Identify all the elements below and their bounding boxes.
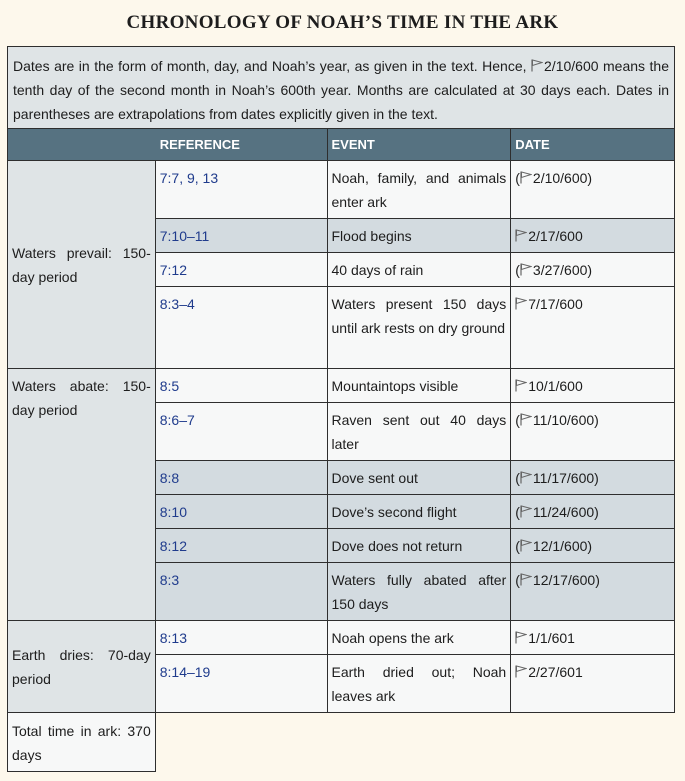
date-value: 2/27/601 — [528, 664, 583, 680]
event-cell: Dove sent out — [327, 461, 511, 495]
reference-link[interactable]: 8:6–7 — [159, 412, 195, 428]
event-cell: Dove’s second flight — [327, 495, 511, 529]
date-value: 11/17/600 — [532, 470, 595, 486]
reference-cell — [155, 403, 327, 461]
reference-link[interactable]: 8:8 — [159, 470, 180, 486]
event-cell: Flood begins — [327, 219, 511, 253]
flag-icon — [520, 171, 532, 184]
date-close-paren: ) — [594, 470, 599, 486]
header-blank — [8, 129, 156, 161]
event-cell: Dove does not return — [327, 529, 511, 563]
date-cell — [511, 495, 675, 529]
date-open-paren: ( — [515, 538, 520, 554]
reference-cell — [155, 621, 327, 655]
flag-icon — [531, 59, 543, 72]
event-cell: Mountaintops visible — [327, 369, 511, 403]
event-cell: Raven sent out 40 days later — [327, 403, 511, 461]
reference-cell — [155, 461, 327, 495]
event-cell: Earth dried out; Noah leaves ark — [327, 655, 511, 713]
intro-text-end: means the tenth day of the second month in Noah’s 600th year. Months are calculated at 30 days each. Dates in parentheses are extrapolations from dates explicitly given in the text. — [13, 58, 669, 122]
reference-link[interactable]: 7:10–11 — [159, 228, 210, 244]
reference-cell — [155, 495, 327, 529]
date-cell — [511, 461, 675, 495]
date-close-paren: ) — [594, 412, 599, 428]
date-close-paren: ) — [587, 170, 593, 186]
reference-link[interactable]: 7:7, 9, 13 — [159, 170, 219, 186]
date-cell — [511, 253, 675, 287]
date-cell — [511, 287, 675, 369]
reference-cell — [155, 219, 327, 253]
date-open-paren: ( — [515, 572, 520, 588]
reference-link[interactable]: 7:12 — [159, 262, 187, 278]
header-reference: REFERENCE — [155, 129, 327, 161]
date-value: 11/10/600 — [532, 412, 595, 428]
date-value: 7/17/600 — [528, 296, 583, 312]
flag-icon — [520, 471, 532, 484]
table-row — [8, 369, 675, 403]
reference-cell — [155, 369, 327, 403]
reference-link[interactable]: 8:12 — [159, 538, 187, 554]
flag-icon — [515, 379, 527, 392]
date-value: 2/10/600 — [532, 170, 588, 186]
date-value: 2/17/600 — [528, 228, 583, 244]
date-value: 12/17/600 — [532, 572, 596, 588]
date-cell — [511, 403, 675, 461]
period-label: Earth dries: 70-day period — [8, 621, 156, 713]
flag-icon — [520, 263, 532, 276]
header-date: DATE — [511, 129, 675, 161]
date-open-paren: ( — [515, 412, 520, 428]
period-label: Waters abate: 150-day period — [8, 369, 156, 621]
reference-link[interactable]: 8:3 — [159, 572, 180, 588]
flag-icon — [515, 665, 527, 678]
event-cell: 40 days of rain — [327, 253, 511, 287]
date-cell — [511, 655, 675, 713]
flag-icon — [520, 413, 532, 426]
date-cell — [511, 369, 675, 403]
intro-note — [8, 47, 675, 129]
flag-icon — [515, 229, 527, 242]
event-cell: Noah, family, and animals enter ark — [327, 161, 511, 219]
reference-link[interactable]: 8:14–19 — [159, 664, 211, 680]
date-close-paren: ) — [587, 538, 593, 554]
reference-cell — [155, 529, 327, 563]
date-close-paren: ) — [594, 504, 599, 520]
date-cell — [511, 219, 675, 253]
event-cell: Waters present 150 days until ark rests on dry ground — [327, 287, 511, 369]
reference-cell — [155, 253, 327, 287]
header-event: EVENT — [327, 129, 511, 161]
date-open-paren: ( — [515, 170, 520, 186]
date-open-paren: ( — [515, 470, 520, 486]
reference-cell — [155, 161, 327, 219]
reference-link[interactable]: 8:3–4 — [159, 296, 195, 312]
date-open-paren: ( — [515, 504, 520, 520]
reference-cell — [155, 655, 327, 713]
intro-example-date: 2/10/600 — [544, 58, 599, 74]
flag-icon — [520, 573, 532, 586]
reference-cell — [155, 287, 327, 369]
flag-icon — [515, 297, 527, 310]
date-cell — [511, 161, 675, 219]
date-value: 11/24/600 — [532, 504, 595, 520]
total-spacer — [155, 713, 674, 772]
table-header-row — [8, 129, 675, 161]
total-row — [8, 713, 675, 772]
flag-icon — [520, 505, 532, 518]
table-body — [8, 161, 675, 713]
page-title: CHRONOLOGY OF NOAH’S TIME IN THE ARK — [126, 12, 559, 33]
date-close-paren: ) — [587, 262, 593, 278]
reference-link[interactable]: 8:13 — [159, 630, 187, 646]
date-open-paren: ( — [515, 262, 520, 278]
reference-link[interactable]: 8:5 — [159, 378, 180, 394]
reference-link[interactable]: 8:10 — [159, 504, 187, 520]
date-value: 1/1/601 — [528, 630, 575, 646]
date-cell — [511, 529, 675, 563]
table-row — [8, 161, 675, 219]
period-label: Waters prevail: 150-day period — [8, 161, 156, 369]
chronology-table — [7, 46, 675, 772]
date-close-paren: ) — [595, 572, 600, 588]
total-time: Total time in ark: 370 days — [8, 713, 156, 772]
date-cell — [511, 563, 675, 621]
date-value: 10/1/600 — [528, 378, 583, 394]
intro-text-start: Dates are in the form of month, day, and Noah’s year, as given in the text. Hence, — [13, 58, 532, 74]
date-value: 12/1/600 — [532, 538, 588, 554]
table-row — [8, 621, 675, 655]
event-cell: Noah opens the ark — [327, 621, 511, 655]
date-value: 3/27/600 — [532, 262, 588, 278]
date-cell — [511, 621, 675, 655]
reference-cell — [155, 563, 327, 621]
flag-icon — [520, 539, 532, 552]
flag-icon — [515, 631, 527, 644]
event-cell: Waters fully abated after 150 days — [327, 563, 511, 621]
